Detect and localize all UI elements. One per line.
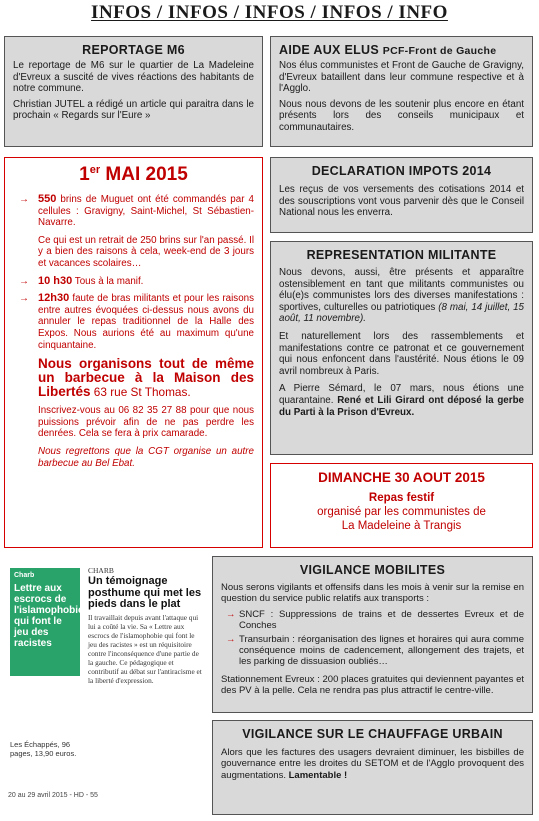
aide-paragraph-2: Nous nous devons de les soutenir plus encore en étant présents lors des conseils municipaux et communautaires. bbox=[279, 98, 524, 133]
repr-paragraph-1-dates: (8 mai, 14 juillet, 15 août, 11 novembre). bbox=[279, 301, 524, 325]
mai-title-sup: er bbox=[89, 164, 101, 176]
mai-item-muguet bbox=[13, 194, 254, 229]
book-cover-title: Lettre aux escrocs de l'islamophobie qui font le jeu des racistes bbox=[14, 583, 84, 649]
vigichauf-paragraph bbox=[221, 747, 524, 781]
repr-title: REPRESENTATION MILITANTE bbox=[306, 248, 497, 262]
declaration-impots-box bbox=[270, 157, 533, 233]
article-body: Il travaillait depuis avant l'attaque qui lui a coûté la vie. Sa « Lettre aux escrocs de l'islamophobie qui font le jeu des racistes » est un réquisitoire contre l'inconséquence d'une partie de la gauche. Ce pédagogique et contributif au débat sur l'antiracisme et la liberté d'expression. bbox=[88, 612, 202, 685]
impots-paragraph: Les reçus de vos versements des cotisations 2014 et des souscriptions vont vous parvenir dès que le Conseil National nous les enverra. bbox=[279, 184, 524, 219]
repr-paragraph-1 bbox=[279, 267, 524, 325]
mai-item-repas bbox=[13, 293, 254, 351]
aide-paragraph-1: Nos élus communistes et Front de Gauche de Gravigny, d'Evreux bataillent dans leur commune respective et à l'Agglo. bbox=[279, 60, 524, 95]
dimanche-line-2: La Madeleine à Trangis bbox=[341, 520, 462, 532]
arrow-right-icon: → bbox=[19, 293, 29, 305]
mai-item-repas-text: faute de bras militants et pour les raisons entre autres évoquées ci-dessus nous avons du annuler le repas traditionnel de la Halle des Expos. Nous aurions été au maximum qu'une cinquantaine. bbox=[38, 293, 254, 351]
impots-title: DECLARATION IMPOTS 2014 bbox=[311, 164, 492, 178]
reportage-paragraph-1: Le reportage de M6 sur le quartier de La Madeleine d'Evreux a suscité de vives réactions des habitants de notre commune. bbox=[13, 60, 254, 95]
arrow-right-icon: → bbox=[19, 194, 29, 205]
vigimob-bullet-transurbain bbox=[221, 634, 524, 668]
vigilance-mobilites-box bbox=[212, 556, 533, 713]
book-publisher: Les Échappés, 96 pages, 13,90 euros. bbox=[10, 740, 77, 758]
aide-title-main: AIDE AUX ELUS bbox=[279, 43, 379, 57]
newsletter-header bbox=[0, 2, 539, 24]
header-title: INFOS / INFOS / INFOS / INFOS / INFO bbox=[91, 2, 448, 23]
vigichauf-title: VIGILANCE SUR LE CHAUFFAGE URBAIN bbox=[242, 727, 503, 741]
aide-aux-elus-box bbox=[270, 36, 533, 147]
mai-cgt-note: Nous regrettons que la CGT organise un autre barbecue au Bel Ebat. bbox=[38, 445, 254, 469]
mai-item-muguet-text: brins de Muguet ont été commandés par 4 cellules : Gravigny, Saint-Michel, St Sébastien-Navarre. bbox=[38, 194, 254, 229]
reportage-title: REPORTAGE M6 bbox=[82, 43, 185, 57]
clipping-dateline: 20 au 29 avril 2015 - HD - 55 bbox=[8, 792, 98, 799]
vigichauf-paragraph-bold: Lamentable ! bbox=[285, 769, 348, 781]
repr-paragraph-2: Et naturellement lors des rassemblements et manifestations contre ce patronat et ce gouvernement qui nous enfoncent dans l'austérité. Nous étions le 09 avril nombreux à Paris. bbox=[279, 330, 524, 377]
book-cover-author: Charb bbox=[14, 572, 35, 579]
mai-barbecue-notice bbox=[13, 357, 254, 399]
representation-militante-box bbox=[270, 241, 533, 455]
vigimob-bullet-sncf bbox=[221, 609, 524, 632]
mai-title bbox=[13, 164, 254, 186]
repr-paragraph-1-text: Nous devons, aussi, être présents et apparaître ostensiblement en tant que militants communistes ou élu(e)s communistes lors des diverses manifestations : sportives, culturelles ou patriotiques bbox=[279, 267, 524, 313]
repr-paragraph-3 bbox=[279, 383, 524, 418]
arrow-right-icon: → bbox=[226, 608, 236, 620]
mai-barbecue-text: Nous organisons tout de même un barbecue à la Maison des Libertés bbox=[38, 356, 254, 400]
mai-inscription: Inscrivez-vous au 06 82 35 27 88 pour que nous puissions prévoir afin de ne pas perdre les denrées. Cela se fera à prix camarade. bbox=[38, 405, 254, 440]
mai-title-rest: MAI 2015 bbox=[100, 164, 188, 185]
mai-item-manif-text: Tous à la manif. bbox=[72, 275, 144, 287]
dimanche-title: DIMANCHE 30 AOUT 2015 bbox=[318, 470, 485, 485]
repr-paragraph-3-text: A Pierre Sémard, le 07 mars, nous étions une quarantaine. bbox=[279, 383, 524, 406]
press-clipping bbox=[4, 556, 204, 806]
clipping-article bbox=[88, 566, 202, 685]
mai-barbecue-address: 63 rue St Thomas. bbox=[90, 385, 191, 400]
vigimob-paragraph-2: Stationnement Evreux : 200 places gratuites qui deviennent payantes et des PV à la pelle. Cela ne rendra pas plus attractif le centre-ville. bbox=[221, 673, 524, 697]
vigimob-title: VIGILANCE MOBILITES bbox=[299, 563, 446, 577]
mai-item-manif bbox=[13, 276, 254, 288]
arrow-right-icon: → bbox=[19, 275, 29, 287]
vigimob-bullet-transurbain-text: Transurbain : réorganisation des lignes et horaires qui aura comme conséquence moins de cadencement, allongement des trajets, et les parking de dissuasion oubliés… bbox=[239, 633, 524, 668]
repr-paragraph-3-bold: René et Lili Girard ont déposé la gerbe du Parti à la Prison d'Evreux. bbox=[279, 394, 524, 418]
premier-mai-box bbox=[4, 157, 263, 548]
reportage-m6-box bbox=[4, 36, 263, 147]
mai-item-muguet-num: 550 bbox=[38, 193, 57, 205]
vigimob-paragraph-1: Nous serons vigilants et offensifs dans les mois à venir sur la remise en question du service public relatifs aux transports : bbox=[221, 582, 524, 605]
article-author: CHARB bbox=[88, 566, 114, 575]
mai-item-manif-time: 10 h30 bbox=[38, 274, 73, 287]
aide-title-sub: PCF-Front de Gauche bbox=[382, 45, 497, 57]
mai-title-num: 1 bbox=[79, 164, 90, 185]
arrow-right-icon: → bbox=[226, 633, 236, 645]
dimanche-repas: Repas festif bbox=[368, 492, 435, 504]
reportage-paragraph-2: Christian JUTEL a rédigé un article qui paraitra dans le prochain « Regards sur l'Eure » bbox=[13, 98, 254, 122]
vigimob-bullet-sncf-text: SNCF : Suppressions de trains et de dessertes Evreux et de Conches bbox=[239, 608, 524, 632]
book-cover bbox=[10, 568, 84, 676]
mai-item-repas-time: 12h30 bbox=[38, 292, 70, 305]
mai-item-muguet-detail: Ce qui est un retrait de 250 brins sur l'an passé. Il y a bien des raisons à cela, week-end de 3 jours et vacances scolaires… bbox=[38, 234, 254, 269]
vigilance-chauffage-box bbox=[212, 720, 533, 815]
vigichauf-paragraph-text: Alors que les factures des usagers devraient diminuer, les bisbilles de gouvernance entre les droites du SETOM et de l'Agglo provoquent des augmentations. bbox=[221, 747, 524, 781]
article-headline: Un témoignage posthume qui met les pieds dans le plat bbox=[88, 575, 202, 610]
aide-title bbox=[279, 43, 524, 57]
dimanche-30-aout-box bbox=[270, 463, 533, 548]
dimanche-line-1: organisé par les communistes de bbox=[317, 506, 486, 518]
